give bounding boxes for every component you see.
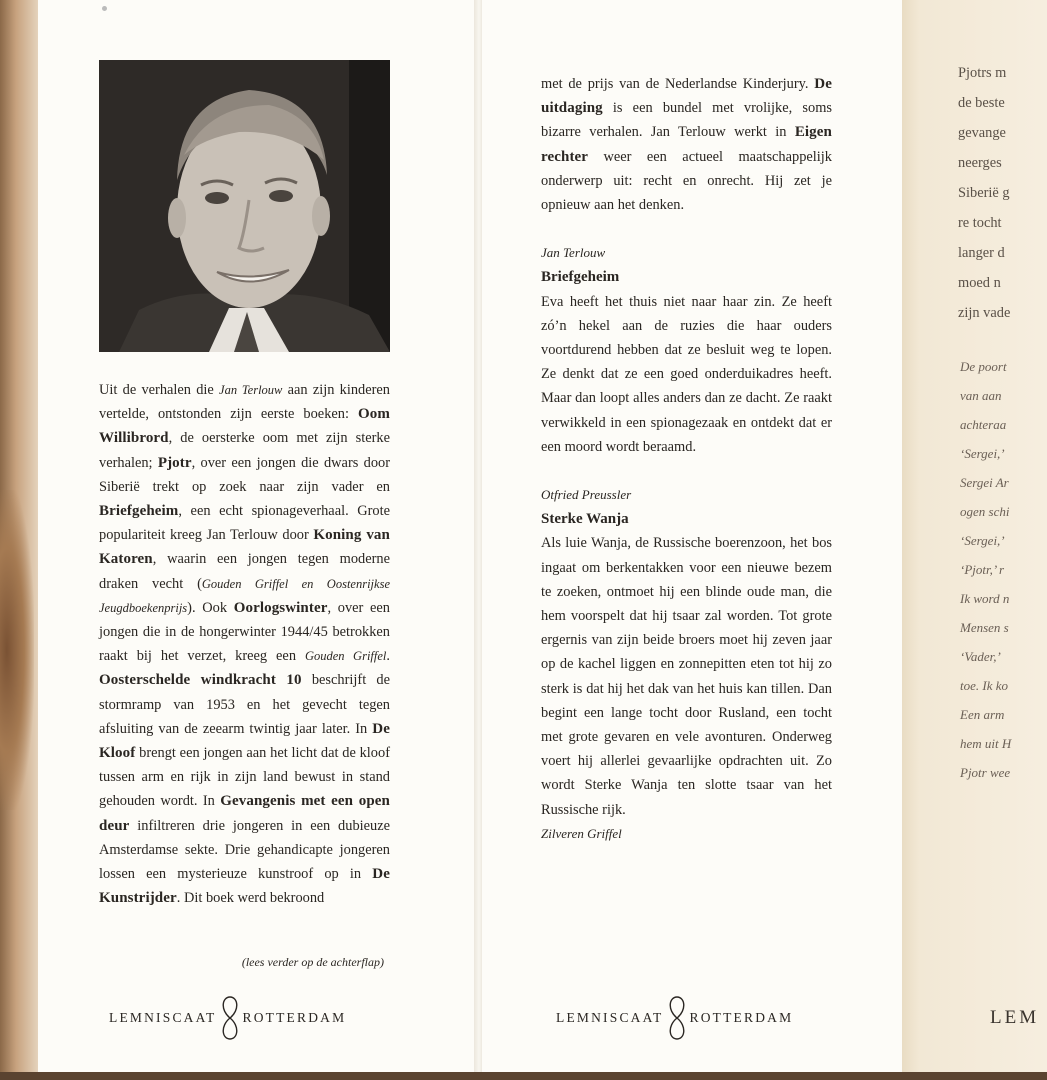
- italic-inline: Gouden Griffel: [304, 649, 387, 664]
- book-title-inline: Eigen rechter: [541, 124, 832, 165]
- text-line: gevange: [958, 125, 1006, 141]
- text-line: De poort: [960, 359, 1007, 374]
- text-line: ‘Vader,’: [960, 649, 1001, 664]
- left-column-text: [99, 378, 390, 910]
- text-run: Uit de verhalen die: [99, 382, 220, 398]
- text-line: ‘Pjotr,’ r: [960, 562, 1005, 577]
- text-line: ‘Sergei,’: [960, 533, 1005, 548]
- book-title-inline: De Kunstrijder: [99, 866, 390, 907]
- publisher-logo-middle: [556, 994, 793, 1042]
- publisher-name: LEMNISCAAT: [556, 1010, 664, 1025]
- publisher-name: LEM: [990, 1007, 1040, 1028]
- publisher-name: LEMNISCAAT: [109, 1010, 217, 1025]
- book-title-inline: Oorlogswinter: [233, 599, 328, 616]
- text-run: , waarin een jongen tegen moderne draken vecht (: [99, 551, 390, 592]
- text-line: ogen schi: [960, 504, 1010, 519]
- text-run: , over een jongen die dwars door Siberië trekt op zoek naar zijn vader en: [99, 454, 390, 495]
- text-run: is een bundel met vrolijke, soms bizarre verhalen. Jan Terlouw werkt in: [541, 100, 832, 141]
- text-line: Ik word n: [960, 591, 1010, 606]
- text-line: achteraa: [960, 417, 1007, 432]
- text-line: hem uit H: [960, 736, 1012, 751]
- lemniscate-icon: [218, 994, 242, 1042]
- book2-award: Zilveren Griffel: [541, 825, 622, 841]
- text-line: re tocht: [958, 215, 1002, 231]
- text-line: langer d: [958, 245, 1005, 261]
- author-photo: [99, 60, 390, 352]
- bottom-edge: [0, 1072, 1047, 1080]
- cover-stain: [0, 490, 34, 810]
- text-line: Siberië g: [958, 185, 1010, 201]
- text-run: aan zijn kinderen vertelde, ontstonden zijn eerste boeken:: [99, 382, 390, 423]
- book-title-inline: Oom Willibrord: [99, 406, 390, 447]
- text-run: . Dit boek werd bekroond: [176, 890, 325, 907]
- text-line: moed n: [958, 275, 1001, 291]
- book-title-inline: Gevangenis met een open deur: [99, 793, 390, 834]
- italic-inline: Gouden Griffel en Oostenrijkse Jeugdboekenprijs: [99, 576, 390, 615]
- publisher-logo-left: [109, 994, 346, 1042]
- text-run: ). Ook: [187, 599, 234, 616]
- author-bio-paragraph: [99, 378, 390, 910]
- italic-inline: Jan Terlouw: [219, 383, 283, 397]
- middle-column-text: [541, 72, 832, 846]
- text-run: beschrijft de stormramp van 1953 en het gevecht tegen afsluiting van de zeearm twintig jaar later. In: [99, 672, 391, 737]
- publisher-city: ROTTERDAM: [242, 1010, 347, 1025]
- book-title-inline: Koning van Katoren: [99, 527, 390, 568]
- text-run: met de prijs van de Nederlandse Kinderjury.: [541, 76, 815, 92]
- book2-description: Als luie Wanja, de Russische boerenzoon, het bos ingaat om berkentakken voor een nieuwe bezem te zoeken, ontmoet hij een blinde oude man, die hem voorspelt dat hij tsaar zal worden. Tot grote ergernis van zijn beide broers moet hij zeven jaar op de kachel liggen en zonnepitten eten tot hij zo sterk is dat hij het dak van het huis kan tillen. Dan begint een lange tocht door Rusland, een tocht met grote gevaren en vele avonturen. Onderweg voert hij allerlei gevaarlijke opdrachten uit. Zo wordt Sterke Wanja ten slotte tsaar van het Russische rijk.: [541, 535, 832, 818]
- book2-title: Sterke Wanja: [541, 511, 629, 528]
- book-title-inline: Oosterschelde windkracht 10: [99, 672, 302, 689]
- lemniscate-icon: [665, 994, 689, 1042]
- text-line: neerges: [958, 155, 1002, 171]
- text-run: weer een actueel maatschappelijk onderwerp uit: recht en onrecht. Hij zet je opnieuw aan het denken.: [541, 148, 832, 214]
- text-line: Mensen s: [960, 620, 1009, 635]
- book2-author: Otfried Preussler: [541, 487, 632, 503]
- book1-author: Jan Terlouw: [541, 245, 606, 261]
- text-run: .: [386, 648, 390, 665]
- text-line: Sergei Ar: [960, 475, 1009, 490]
- book-title-inline: De Kloof: [99, 720, 390, 762]
- intro-paragraph: [541, 72, 832, 217]
- text-line: Een arm: [960, 707, 1005, 722]
- text-run: brengt een jongen aan het licht dat de kloof tussen arm en rijk in zijn land bewust in stand gehouden wordt. In: [99, 745, 390, 810]
- right-page-text: [958, 58, 1047, 328]
- text-line: ‘Sergei,’: [960, 446, 1005, 461]
- book-title-inline: De uitdaging: [541, 76, 832, 117]
- text-line: zijn vade: [958, 305, 1011, 321]
- text-line: van aan: [960, 388, 1002, 403]
- publisher-logo-right: [990, 994, 1039, 1042]
- text-run: , over een jongen die in de hongerwinter 1944/45 betrokken raakt bij het verzet, kreeg een: [99, 599, 390, 665]
- text-line: Pjotr wee: [960, 765, 1011, 780]
- text-line: toe. Ik ko: [960, 678, 1009, 693]
- continue-note: (lees verder op de achterflap): [241, 955, 384, 969]
- book1-description: Eva heeft het thuis niet naar haar zin. Ze heeft zó’n hekel aan de ruzies die haar ouders voortdurend hebben dat ze besluit weg te lopen. Ze denkt dat ze een goed onderduikadres heeft. Maar dan loopt alles anders dan ze dacht. Ze raakt verwikkeld in een spionagezaak en ontdekt dat er een moord wordt beraamd.: [541, 293, 832, 455]
- author-portrait-illustration: [99, 60, 390, 352]
- publisher-city: ROTTERDAM: [689, 1010, 794, 1025]
- book1-title: Briefgeheim: [541, 269, 620, 286]
- text-line: Pjotrs m: [958, 65, 1007, 81]
- text-run: infiltreren drie jongeren in een dubieuze Amsterdamse sekte. Drie gehandicapte jongeren lossen een mysterieuze kunstroof op in: [99, 817, 390, 883]
- text-run: , een echt spionageverhaal. Grote populariteit kreeg Jan Terlouw door: [99, 503, 390, 544]
- text-run: , de oersterke oom met zijn sterke verhalen;: [99, 430, 390, 471]
- book-title-inline: Pjotr: [157, 454, 192, 471]
- page-speck: [102, 6, 107, 11]
- right-page-italic-text: [960, 352, 1047, 787]
- text-line: de beste: [958, 95, 1005, 111]
- book-title-inline: Briefgeheim: [99, 503, 179, 520]
